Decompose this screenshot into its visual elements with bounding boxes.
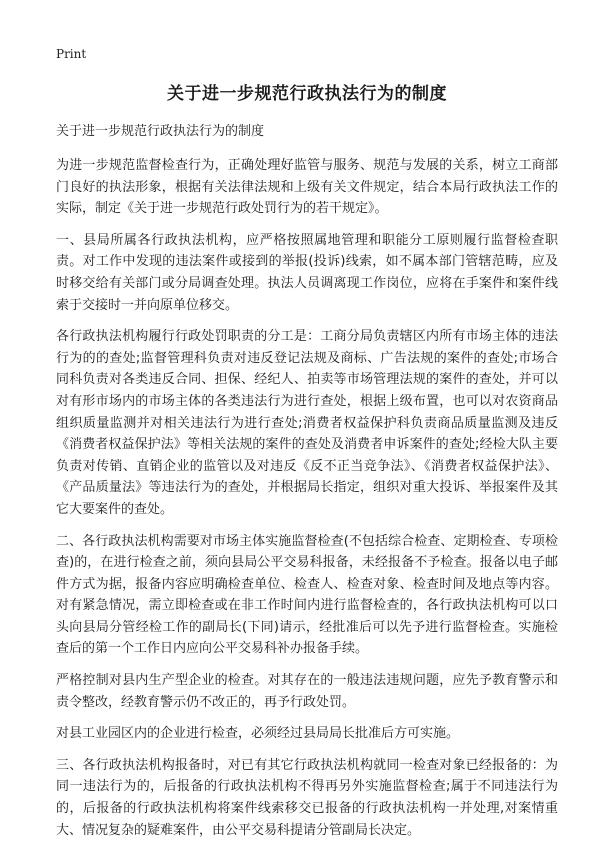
document-subtitle: 关于进一步规范行政执法行为的制度 — [56, 124, 265, 139]
print-link[interactable]: Print — [56, 47, 87, 61]
paragraph-intro: 为进一步规范监督检查行为，正确处理好监管与服务、规范与发展的关系，树立工商部门良好的执法形象，根据有关法律法规和上级有关文件规定，结合本局行政执法工作的实际，制定《关于进一步规范行政处罚行为的若干规定》。 — [56, 158, 558, 217]
paragraph-production-enterprises: 严格控制对县内生产型企业的检查。对其存在的一般违法违规问题，应先予教育警示和责令整改，经教育警示仍不改正的，再予行政处罚。 — [56, 673, 558, 710]
paragraph-industrial-park: 对县工业园区内的企业进行检查，必须经过县局局长批准后方可实施。 — [56, 726, 460, 742]
paragraph-section-3: 三、各行政执法机构报备时，对已有其它行政执法机构就同一检查对象已经报备的：为同一违法行为的，后报备的行政执法机构不得再另外实施监督检查;属于不同违法行为的，后报备的行政执法机构将案件线索移交已报备的行政执法机构一并处理,对案情重大、情况复杂的疑难案件，由公平交易科提请分管副局长决定。 — [56, 757, 558, 838]
paragraph-duties: 各行政执法机构履行行政处罚职责的分工是：工商分局负责辖区内所有市场主体的违法行为的的查处;监督管理科负责对违反登记法规及商标、广告法规的案件的查处;市场合同科负责对各类违反合同、担保、经纪人、拍卖等市场管理法规的案件的查处，并可以对有形市场内的市场主体的各类违法行为进行查处，根据上级布置，也可以对农资商品组织质量监测并对相关违法行为进行查处;消费者权益保护科负责商品质量监测及违反《消费者权益保护法》等相关法规的案件的查处及消费者申诉案件的查处;经检大队主要负责对传销、直销企业的监管以及对违反《反不正当竞争法》、《消费者权益保护法》、《产品质量法》等违法行为的查处，并根据局长指定，组织对重大投诉、举报案件及其它大要案件的查处。 — [56, 329, 558, 517]
document-title: 关于进一步规范行政执法行为的制度 — [167, 84, 447, 104]
paragraph-section-1: 一、县局所属各行政执法机构，应严格按照属地管理和职能分工原则履行监督检查职责。对工作中发现的违法案件或接到的举报(投诉)线索，如不属本部门管辖范畴，应及时移交给有关部门或分局调查处理。执法人员调离现工作岗位，应将在手案件和案件线索于交接时一并向原单位移交。 — [56, 232, 558, 313]
paragraph-section-2: 二、各行政执法机构需要对市场主体实施监督检查(不包括综合检查、定期检查、专项检查)的，在进行检查之前，须向县局公平交易科报备，未经报备不予检查。报备以电子邮件方式为据，报备内容应明确检查单位、检查人、检查对象、检查时间及地点等内容。对有紧急情况，需立即检查或在非工作时间内进行监督检查的，各行政执法机构可以口头向县局分管经检工作的副局长(下同)请示，经批准后可以先予进行监督检查。实施检查后的第一个工作日内应向公平交易科补办报备手续。 — [56, 533, 558, 657]
